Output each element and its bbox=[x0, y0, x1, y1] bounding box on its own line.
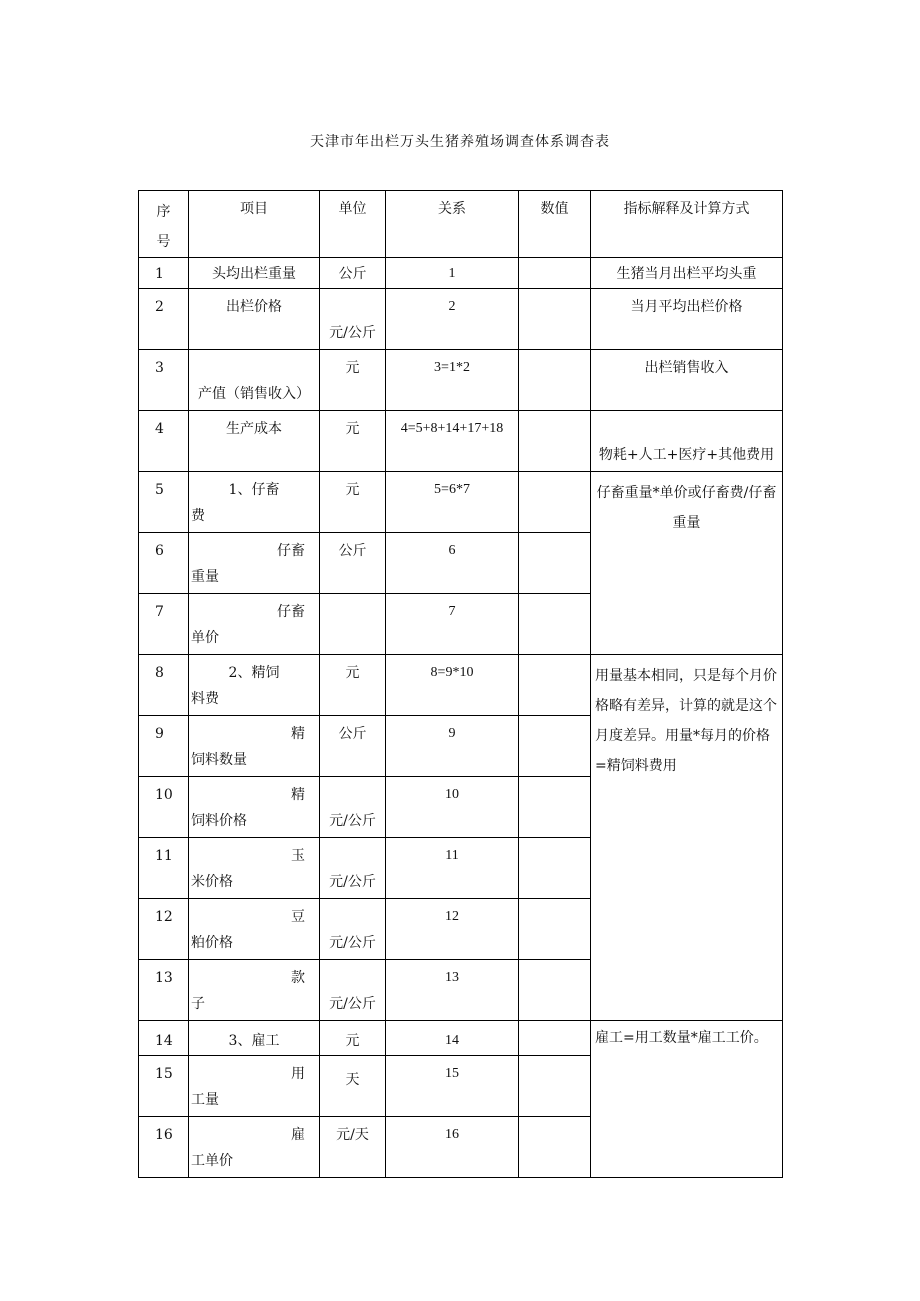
row-number: 14 bbox=[139, 1021, 189, 1056]
row-value[interactable] bbox=[519, 258, 591, 289]
row-item: 款 子 bbox=[189, 960, 320, 1021]
table-row bbox=[139, 411, 783, 472]
row-relation: 14 bbox=[386, 1021, 519, 1056]
row-unit: 公斤 bbox=[320, 258, 386, 289]
row-number: 16 bbox=[139, 1117, 189, 1178]
row-explanation: 生猪当月出栏平均头重 bbox=[591, 258, 783, 289]
row-number: 6 bbox=[139, 533, 189, 594]
row-relation: 16 bbox=[386, 1117, 519, 1178]
row-value[interactable] bbox=[519, 472, 591, 533]
header-seq: 序 号 bbox=[139, 191, 189, 258]
row-unit: 元/公斤 bbox=[320, 960, 386, 1021]
row-relation: 15 bbox=[386, 1056, 519, 1117]
header-unit: 单位 bbox=[320, 191, 386, 258]
row-item: 豆 粕价格 bbox=[189, 899, 320, 960]
row-relation: 11 bbox=[386, 838, 519, 899]
row-relation: 9 bbox=[386, 716, 519, 777]
row-relation: 1 bbox=[386, 258, 519, 289]
row-unit: 公斤 bbox=[320, 533, 386, 594]
row-number: 13 bbox=[139, 960, 189, 1021]
row-item: 3、雇工 bbox=[189, 1021, 320, 1056]
row-item: 精 饲料数量 bbox=[189, 716, 320, 777]
row-number: 9 bbox=[139, 716, 189, 777]
table-row bbox=[139, 472, 783, 533]
row-number: 1 bbox=[139, 258, 189, 289]
row-unit: 元/公斤 bbox=[320, 838, 386, 899]
row-item: 用 工量 bbox=[189, 1056, 320, 1117]
row-relation: 6 bbox=[386, 533, 519, 594]
row-value[interactable] bbox=[519, 777, 591, 838]
row-relation: 5=6*7 bbox=[386, 472, 519, 533]
row-relation: 12 bbox=[386, 899, 519, 960]
header-item: 项目 bbox=[189, 191, 320, 258]
row-item: 2、精饲 料费 bbox=[189, 655, 320, 716]
survey-table bbox=[138, 190, 783, 1178]
row-number: 4 bbox=[139, 411, 189, 472]
row-item: 生产成本 bbox=[189, 411, 320, 472]
row-value[interactable] bbox=[519, 594, 591, 655]
row-relation: 10 bbox=[386, 777, 519, 838]
header-value: 数值 bbox=[519, 191, 591, 258]
row-item: 1、仔畜 费 bbox=[189, 472, 320, 533]
row-unit: 元 bbox=[320, 472, 386, 533]
row-explanation: 当月平均出栏价格 bbox=[591, 289, 783, 350]
row-item: 出栏价格 bbox=[189, 289, 320, 350]
row-unit: 天 bbox=[320, 1056, 386, 1117]
row-item: 产值（销售收入） bbox=[189, 350, 320, 411]
row-number: 5 bbox=[139, 472, 189, 533]
row-value[interactable] bbox=[519, 533, 591, 594]
row-value[interactable] bbox=[519, 716, 591, 777]
row-unit bbox=[320, 594, 386, 655]
row-unit: 元/公斤 bbox=[320, 777, 386, 838]
page-title: 天津市年出栏万头生猪养殖场调查体系调杳表 bbox=[310, 134, 610, 150]
row-relation: 4=5+8+14+17+18 bbox=[386, 411, 519, 472]
row-item: 玉 米价格 bbox=[189, 838, 320, 899]
row-item: 仔畜 单价 bbox=[189, 594, 320, 655]
row-number: 12 bbox=[139, 899, 189, 960]
row-value[interactable] bbox=[519, 411, 591, 472]
row-value[interactable] bbox=[519, 960, 591, 1021]
row-unit: 元 bbox=[320, 1021, 386, 1056]
row-unit: 元 bbox=[320, 655, 386, 716]
row-relation: 8=9*10 bbox=[386, 655, 519, 716]
row-item: 精 饲料价格 bbox=[189, 777, 320, 838]
row-number: 11 bbox=[139, 838, 189, 899]
row-number: 7 bbox=[139, 594, 189, 655]
row-value[interactable] bbox=[519, 838, 591, 899]
row-explanation: 物耗+人工+医疗+其他费用 bbox=[591, 411, 783, 472]
row-unit: 元/天 bbox=[320, 1117, 386, 1178]
row-value[interactable] bbox=[519, 1117, 591, 1178]
row-value[interactable] bbox=[519, 1021, 591, 1056]
row-number: 10 bbox=[139, 777, 189, 838]
table-row bbox=[139, 1021, 783, 1056]
row-explanation: 雇工=用工数量*雇工工价。 bbox=[591, 1021, 783, 1178]
table-row bbox=[139, 655, 783, 716]
row-number: 15 bbox=[139, 1056, 189, 1117]
row-relation: 3=1*2 bbox=[386, 350, 519, 411]
row-number: 8 bbox=[139, 655, 189, 716]
row-number: 3 bbox=[139, 350, 189, 411]
row-unit: 公斤 bbox=[320, 716, 386, 777]
header-row bbox=[139, 191, 783, 258]
row-value[interactable] bbox=[519, 350, 591, 411]
row-relation: 7 bbox=[386, 594, 519, 655]
header-explanation: 指标解释及计算方式 bbox=[591, 191, 783, 258]
row-value[interactable] bbox=[519, 899, 591, 960]
row-value[interactable] bbox=[519, 655, 591, 716]
row-number: 2 bbox=[139, 289, 189, 350]
row-unit: 元 bbox=[320, 411, 386, 472]
row-item: 仔畜 重量 bbox=[189, 533, 320, 594]
row-explanation: 出栏销售收入 bbox=[591, 350, 783, 411]
table-row bbox=[139, 350, 783, 411]
row-unit: 元/公斤 bbox=[320, 899, 386, 960]
row-relation: 2 bbox=[386, 289, 519, 350]
row-item: 头均出栏重量 bbox=[189, 258, 320, 289]
row-explanation: 仔畜重量*单价或仔畜费/仔畜重量 bbox=[591, 472, 783, 655]
table-row bbox=[139, 258, 783, 289]
row-item: 雇 工单价 bbox=[189, 1117, 320, 1178]
row-explanation: 用量基本相同，只是每个月价格略有差异，计算的就是这个月度差异。用量*每月的价格=精饲料费用 bbox=[591, 655, 783, 1021]
table-row bbox=[139, 289, 783, 350]
row-unit: 元/公斤 bbox=[320, 289, 386, 350]
row-relation: 13 bbox=[386, 960, 519, 1021]
row-value[interactable] bbox=[519, 1056, 591, 1117]
row-unit: 元 bbox=[320, 350, 386, 411]
header-relation: 关系 bbox=[386, 191, 519, 258]
row-value[interactable] bbox=[519, 289, 591, 350]
